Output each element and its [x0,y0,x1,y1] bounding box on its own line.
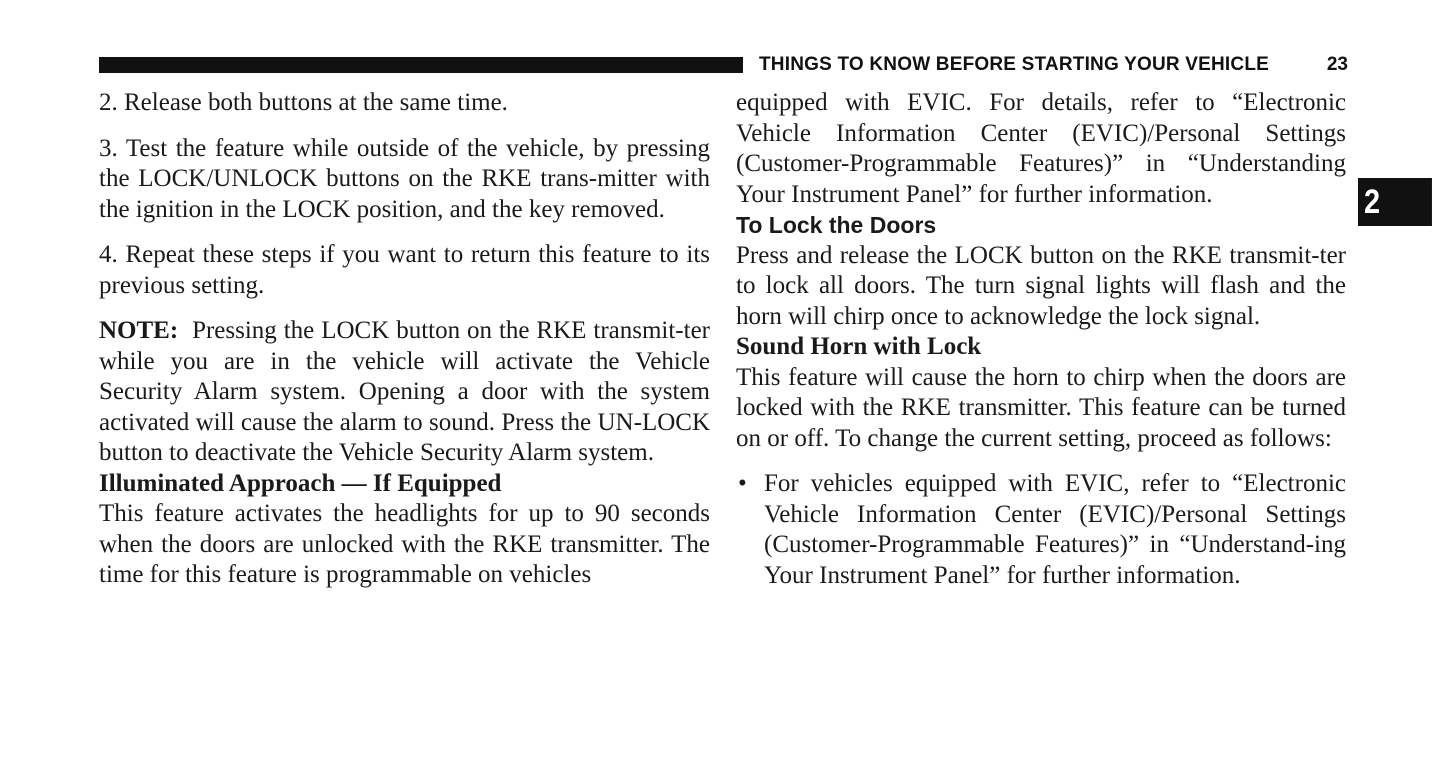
sound-horn-heading: Sound Horn with Lock [736,333,982,360]
running-header: THINGS TO KNOW BEFORE STARTING YOUR VEHICLE [759,54,1270,75]
bullet-icon: • [738,470,747,497]
bullet-item [736,469,1346,591]
evic-continuation: equipped with EVIC. For details, refer to “Electronic Vehicle Information Center (EVIC)/Personal Settings (Customer-Programmable Features)” in “Understanding Your Instrument Panel” for further information. [736,89,1346,208]
left-column [99,88,710,591]
header-rule [99,57,743,73]
illuminated-approach-heading: Illuminated Approach — If Equipped [99,469,502,497]
step-2: 2. Release both buttons at the same time. [99,89,508,116]
page-number: 23 [1326,54,1348,75]
illuminated-approach-text: This feature activates the headlights for up to 90 seconds when the doors are unlocked with the RKE transmitter. The time for this feature is programmable on vehicles [99,500,710,588]
lock-doors-text: Press and release the LOCK button on the RKE transmit-ter to lock all doors. The turn signal lights will flash and the horn will chirp once to acknowledge the lock signal. [736,241,1346,330]
step-4: 4. Repeat these steps if you want to return this feature to its previous setting. [99,241,710,299]
note-label: NOTE: [99,317,179,344]
right-column [736,88,1346,591]
step-3: 3. Test the feature while outside of the vehicle, by pressing the LOCK/UNLOCK buttons on the RKE trans-mitter with the ignition in the LOCK position, and the key removed. [99,134,710,223]
chapter-tab: 2 [1358,178,1432,226]
sound-horn-text: This feature will cause the horn to chirp when the doors are locked with the RKE transmitter. This feature can be turned on or off. To change the current setting, proceed as follows: [736,363,1346,452]
bullet-text: For vehicles equipped with EVIC, refer to “Electronic Vehicle Information Center (EVIC)/Personal Settings (Customer-Programmable Features)” in “Understand-ing Your Instrument Panel” for further information. [764,470,1346,589]
lock-doors-heading: To Lock the Doors [736,212,937,238]
note-text: Pressing the LOCK button on the RKE transmit-ter while you are in the vehicle will activate the Vehicle Security Alarm system. Opening a door with the system activated will cause the alarm to sound. Press the UN-LOCK button to deactivate the Vehicle Security Alarm system. [99,317,710,466]
note-paragraph [99,316,710,469]
